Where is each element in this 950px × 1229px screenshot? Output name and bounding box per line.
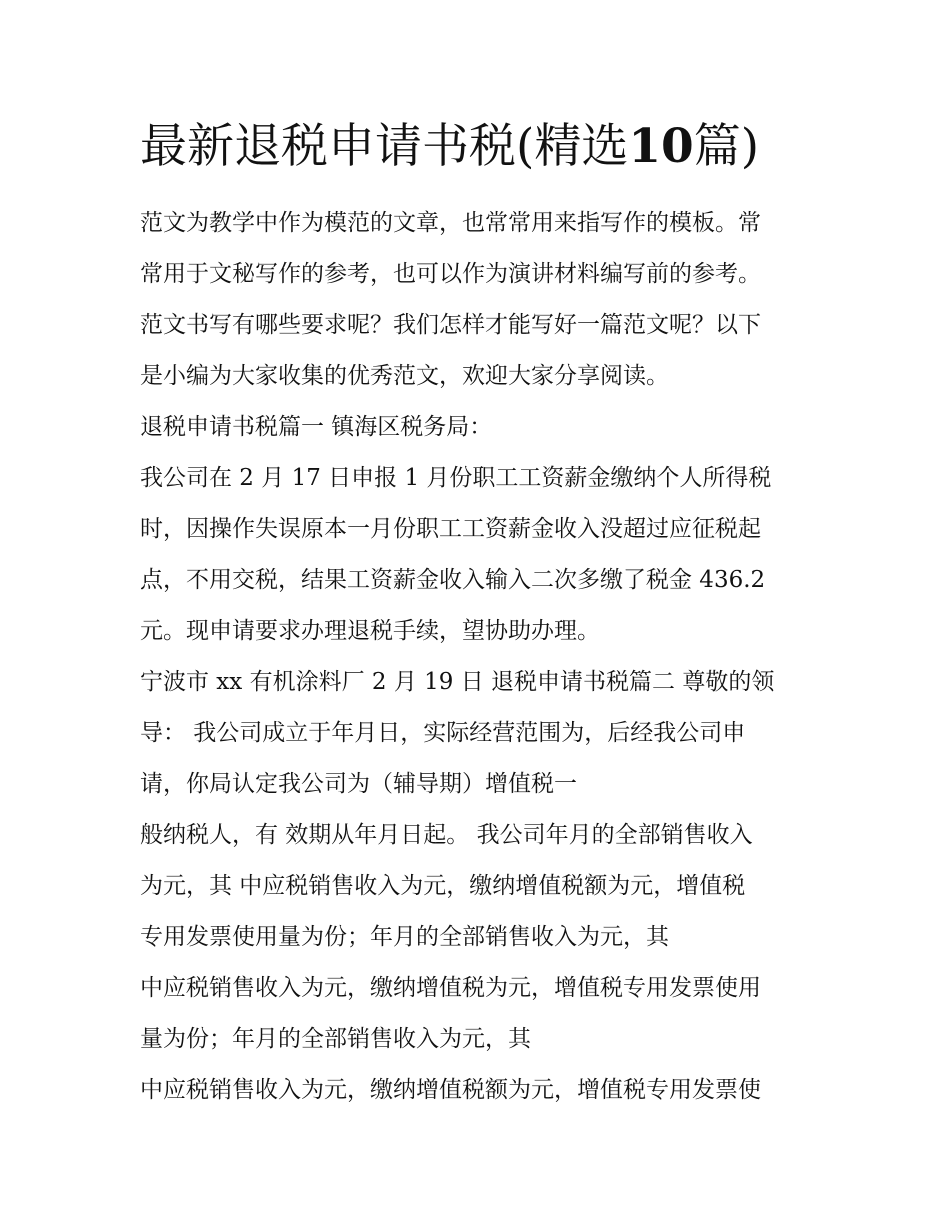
text-line: 量为份；年月的全部销售收入为元，其 — [140, 1026, 531, 1052]
text-line: 时，因操作失误原本一月份职工工资薪金收入没超过应征税起 — [140, 516, 761, 542]
text-line: 点，不用交税，结果工资薪金收入输入二次多缴了税金 436.2 — [140, 567, 766, 593]
text-line: 般纳税人，有 效期从年月日起。 我公司年月的全部销售收入 — [140, 822, 753, 848]
text-line: 是小编为大家收集的优秀范文，欢迎大家分享阅读。 — [140, 363, 669, 389]
text-line: 元。现申请要求办理退税手续，望协助办理。 — [140, 618, 600, 644]
text-line: 请，你局认定我公司为（辅导期）增值税一 — [140, 771, 577, 797]
text-line: 导： 我公司成立于年月日，实际经营范围为，后经我公司申 — [140, 720, 746, 746]
text-line: 中应税销售收入为元，缴纳增值税为元，增值税专用发票使用 — [140, 975, 761, 1001]
text-line: 范文为教学中作为模范的文章，也常常用来指写作的模板。常 — [140, 210, 761, 236]
text-line: 专用发票使用量为份；年月的全部销售收入为元，其 — [140, 924, 669, 950]
text-line: 为元，其 中应税销售收入为元，缴纳增值税额为元，增值税 — [140, 873, 746, 899]
text-line: 宁波市 xx 有机涂料厂 2 月 19 日 退税申请书税篇二 尊敬的领 — [140, 669, 775, 695]
document-body — [140, 198, 840, 1116]
text-line: 范文书写有哪些要求呢？我们怎样才能写好一篇范文呢？以下 — [140, 312, 761, 338]
text-line: 中应税销售收入为元，缴纳增值税额为元，增值税专用发票使 — [140, 1077, 761, 1103]
section-heading-line: 退税申请书税篇一 镇海区税务局： — [140, 414, 493, 440]
title-number: 10 — [628, 119, 694, 174]
document-title — [140, 112, 840, 182]
text-line: 我公司在 2 月 17 日申报 1 月份职工工资薪金缴纳个人所得税 — [140, 465, 772, 491]
text-line: 常用于文秘写作的参考，也可以作为演讲材料编写前的参考。 — [140, 261, 761, 287]
title-text-part2: 篇) — [693, 119, 760, 174]
title-text-part1: 最新退税申请书税(精选 — [140, 119, 629, 174]
